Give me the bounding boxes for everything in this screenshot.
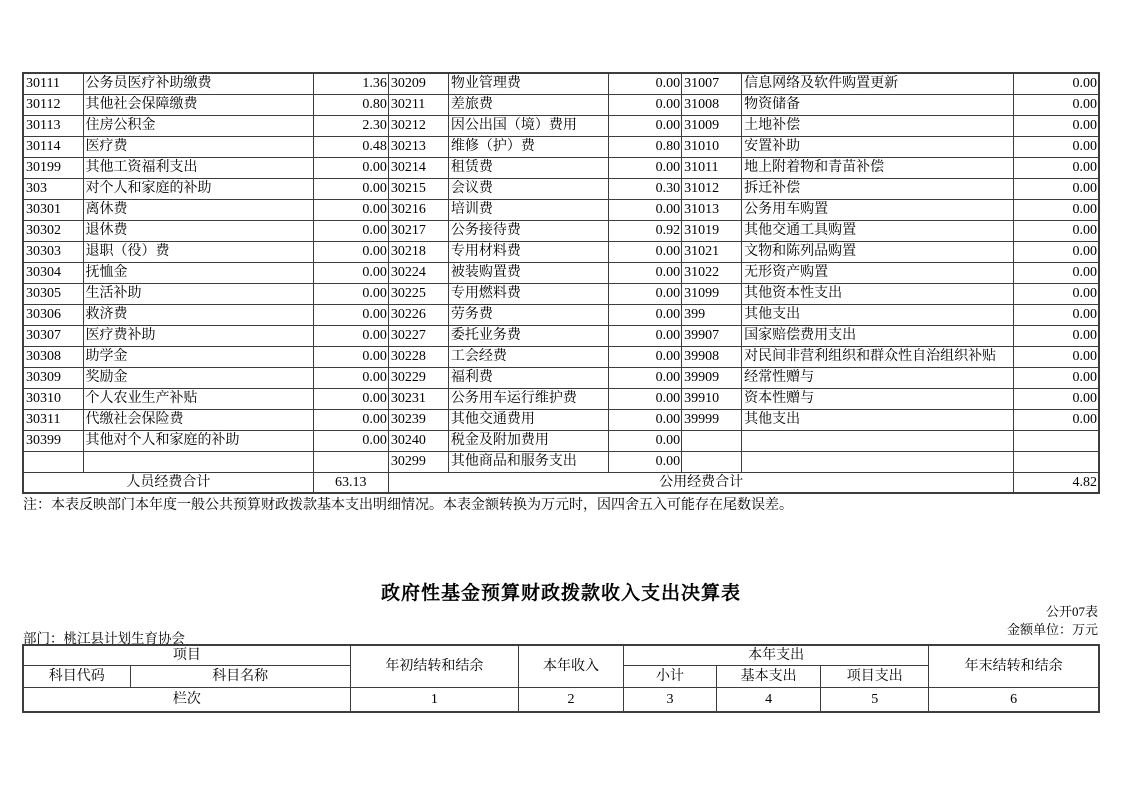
table-row <box>23 220 1099 241</box>
amount-cell: 0.00 <box>1014 178 1099 199</box>
subject-name-cell: 抚恤金 <box>83 262 313 283</box>
subject-name-cell: 差旅费 <box>448 94 608 115</box>
subject-name-cell: 因公出国（境）费用 <box>448 115 608 136</box>
amount-cell: 0.00 <box>609 367 682 388</box>
amount-cell: 0.00 <box>609 304 682 325</box>
basic-expenditure-table-wrap <box>22 72 1100 494</box>
subject-code-cell: 30227 <box>388 325 448 346</box>
personnel-total-value: 63.13 <box>313 472 388 493</box>
subject-code-cell: 303 <box>23 178 83 199</box>
amount-cell: 0.00 <box>313 388 388 409</box>
subject-name-cell: 被装购置费 <box>448 262 608 283</box>
subject-code-cell: 30111 <box>23 73 83 94</box>
amount-cell: 0.00 <box>609 115 682 136</box>
subject-code-cell: 30311 <box>23 409 83 430</box>
amount-cell: 0.00 <box>609 451 682 472</box>
subject-name-cell: 医疗费补助 <box>83 325 313 346</box>
amount-cell: 0.00 <box>1014 409 1099 430</box>
subject-name-cell: 公务员医疗补助缴费 <box>83 73 313 94</box>
subject-code-cell: 31021 <box>682 241 742 262</box>
subject-code-cell: 31012 <box>682 178 742 199</box>
amount-cell: 0.00 <box>1014 136 1099 157</box>
subject-code-cell: 30240 <box>388 430 448 451</box>
amount-cell: 0.00 <box>1014 115 1099 136</box>
amount-cell: 0.00 <box>1014 220 1099 241</box>
column-number-1: 1 <box>350 687 518 712</box>
subject-code-cell: 30213 <box>388 136 448 157</box>
begin-balance-header: 年初结转和结余 <box>350 645 518 687</box>
subject-code-cell: 30215 <box>388 178 448 199</box>
subject-name-cell: 住房公积金 <box>83 115 313 136</box>
subject-code-cell: 30310 <box>23 388 83 409</box>
subject-code-cell: 30229 <box>388 367 448 388</box>
subject-name-cell <box>742 451 1014 472</box>
subject-code-cell: 30231 <box>388 388 448 409</box>
subject-code-header: 科目代码 <box>23 665 130 687</box>
subject-code-cell: 30226 <box>388 304 448 325</box>
table-row <box>23 178 1099 199</box>
fund-table-title: 政府性基金预算财政拨款收入支出决算表 <box>380 583 741 604</box>
subject-code-cell: 31013 <box>682 199 742 220</box>
subject-code-cell: 31007 <box>682 73 742 94</box>
table-row <box>23 262 1099 283</box>
subject-name-cell: 国家赔偿费用支出 <box>742 325 1014 346</box>
subject-code-cell: 31099 <box>682 283 742 304</box>
amount-cell: 0.00 <box>609 94 682 115</box>
basic-expenditure-table <box>22 72 1100 494</box>
subject-code-cell: 30306 <box>23 304 83 325</box>
subject-code-cell: 30299 <box>388 451 448 472</box>
subject-name-cell: 个人农业生产补贴 <box>83 388 313 409</box>
subject-code-cell: 30209 <box>388 73 448 94</box>
subject-name-cell: 生活补助 <box>83 283 313 304</box>
subject-name-cell: 劳务费 <box>448 304 608 325</box>
subject-code-cell: 30113 <box>23 115 83 136</box>
table-row <box>23 367 1099 388</box>
public-total-value: 4.82 <box>1014 472 1099 493</box>
subject-name-cell: 助学金 <box>83 346 313 367</box>
column-number-2: 2 <box>518 687 623 712</box>
project-header: 项目 <box>23 645 350 665</box>
amount-cell: 0.00 <box>1014 367 1099 388</box>
amount-cell: 0.00 <box>609 262 682 283</box>
subject-code-cell: 30225 <box>388 283 448 304</box>
subject-code-cell: 30307 <box>23 325 83 346</box>
amount-cell: 0.00 <box>313 241 388 262</box>
amount-cell: 0.00 <box>1014 157 1099 178</box>
subject-code-cell: 30303 <box>23 241 83 262</box>
table-row <box>23 136 1099 157</box>
fund-header-row-1 <box>23 645 1099 665</box>
subject-name-cell: 文物和陈列品购置 <box>742 241 1014 262</box>
subject-name-cell: 公务用车购置 <box>742 199 1014 220</box>
subject-name-cell: 信息网络及软件购置更新 <box>742 73 1014 94</box>
subject-name-cell: 退休费 <box>83 220 313 241</box>
subject-code-cell: 30305 <box>23 283 83 304</box>
subject-code-cell: 39907 <box>682 325 742 346</box>
public-total-label: 公用经费合计 <box>388 472 1014 493</box>
amount-cell: 2.30 <box>313 115 388 136</box>
table-row <box>23 157 1099 178</box>
subject-name-cell <box>742 430 1014 451</box>
subject-name-cell: 福利费 <box>448 367 608 388</box>
amount-cell: 0.00 <box>609 346 682 367</box>
subject-name-cell: 其他交通费用 <box>448 409 608 430</box>
table-code-label: 公开07表 <box>1045 604 1098 619</box>
table-row <box>23 94 1099 115</box>
amount-cell: 0.00 <box>1014 388 1099 409</box>
subject-name-cell: 其他社会保障缴费 <box>83 94 313 115</box>
subject-code-cell: 30112 <box>23 94 83 115</box>
subject-code-cell: 30228 <box>388 346 448 367</box>
subject-code-cell: 30212 <box>388 115 448 136</box>
amount-cell: 0.00 <box>313 199 388 220</box>
column-row-label: 栏次 <box>23 687 350 712</box>
amount-cell: 0.00 <box>313 409 388 430</box>
project-expenditure-header: 项目支出 <box>821 665 929 687</box>
subject-code-cell: 30304 <box>23 262 83 283</box>
amount-cell: 0.00 <box>609 73 682 94</box>
subject-name-cell: 其他对个人和家庭的补助 <box>83 430 313 451</box>
subject-name-cell: 地上附着物和青苗补偿 <box>742 157 1014 178</box>
amount-cell: 0.00 <box>609 388 682 409</box>
amount-cell: 0.80 <box>609 136 682 157</box>
table-row <box>23 346 1099 367</box>
subject-code-cell: 30218 <box>388 241 448 262</box>
table-row <box>23 430 1099 451</box>
table-row <box>23 199 1099 220</box>
subject-name-cell: 奖励金 <box>83 367 313 388</box>
subject-code-cell: 30308 <box>23 346 83 367</box>
column-number-4: 4 <box>717 687 821 712</box>
unit-label: 金额单位：万元 <box>1006 622 1098 637</box>
fund-table-wrap <box>22 644 1100 713</box>
subject-code-cell: 31011 <box>682 157 742 178</box>
amount-cell: 0.00 <box>1014 94 1099 115</box>
subject-name-cell: 其他支出 <box>742 304 1014 325</box>
subject-name-cell: 退职（役）费 <box>83 241 313 262</box>
subject-name-cell: 专用燃料费 <box>448 283 608 304</box>
amount-cell: 0.48 <box>313 136 388 157</box>
subject-code-cell: 30309 <box>23 367 83 388</box>
amount-cell: 0.00 <box>313 220 388 241</box>
amount-cell: 0.00 <box>313 325 388 346</box>
amount-cell: 0.00 <box>609 283 682 304</box>
subject-code-cell: 30301 <box>23 199 83 220</box>
subject-code-cell <box>682 451 742 472</box>
subject-name-cell: 安置补助 <box>742 136 1014 157</box>
subject-code-cell: 30239 <box>388 409 448 430</box>
subject-code-cell <box>23 451 83 472</box>
totals-row <box>23 472 1099 493</box>
subject-code-cell: 30217 <box>388 220 448 241</box>
subject-name-cell: 工会经费 <box>448 346 608 367</box>
subject-name-cell: 资本性赠与 <box>742 388 1014 409</box>
subject-code-cell: 31009 <box>682 115 742 136</box>
amount-cell: 1.36 <box>313 73 388 94</box>
amount-cell: 0.00 <box>609 199 682 220</box>
amount-cell: 0.92 <box>609 220 682 241</box>
table-row <box>23 283 1099 304</box>
year-expenditure-header: 本年支出 <box>624 645 929 665</box>
subject-name-cell <box>83 451 313 472</box>
subject-code-cell: 39999 <box>682 409 742 430</box>
subject-code-cell: 39909 <box>682 367 742 388</box>
subject-name-cell: 离休费 <box>83 199 313 220</box>
subject-code-cell: 30302 <box>23 220 83 241</box>
amount-cell: 0.00 <box>609 430 682 451</box>
subject-code-cell <box>682 430 742 451</box>
subject-code-cell: 31022 <box>682 262 742 283</box>
amount-cell: 0.00 <box>609 157 682 178</box>
subject-name-cell: 物业管理费 <box>448 73 608 94</box>
personnel-total-label: 人员经费合计 <box>23 472 313 493</box>
subject-name-cell: 税金及附加费用 <box>448 430 608 451</box>
subject-name-cell: 对个人和家庭的补助 <box>83 178 313 199</box>
amount-cell <box>1014 451 1099 472</box>
amount-cell: 0.00 <box>313 346 388 367</box>
subject-name-cell: 租赁费 <box>448 157 608 178</box>
amount-cell: 0.00 <box>1014 283 1099 304</box>
table-row <box>23 115 1099 136</box>
subject-code-cell: 30199 <box>23 157 83 178</box>
fund-table <box>22 644 1100 713</box>
table-row <box>23 451 1099 472</box>
subject-name-cell: 维修（护）费 <box>448 136 608 157</box>
subject-name-cell: 其他支出 <box>742 409 1014 430</box>
subject-name-cell: 其他工资福利支出 <box>83 157 313 178</box>
end-balance-header: 年末结转和结余 <box>929 645 1099 687</box>
subject-name-cell: 其他交通工具购置 <box>742 220 1014 241</box>
subject-code-cell: 31008 <box>682 94 742 115</box>
basic-expenditure-header: 基本支出 <box>717 665 821 687</box>
amount-cell: 0.00 <box>313 178 388 199</box>
table-row <box>23 388 1099 409</box>
subject-code-cell: 30224 <box>388 262 448 283</box>
amount-cell: 0.00 <box>1014 325 1099 346</box>
amount-cell: 0.00 <box>313 262 388 283</box>
amount-cell: 0.80 <box>313 94 388 115</box>
subject-name-cell: 代缴社会保险费 <box>83 409 313 430</box>
subject-code-cell: 31019 <box>682 220 742 241</box>
amount-cell: 0.00 <box>313 304 388 325</box>
amount-cell: 0.00 <box>609 409 682 430</box>
subject-name-cell: 公务接待费 <box>448 220 608 241</box>
subject-name-cell: 对民间非营利组织和群众性自治组织补贴 <box>742 346 1014 367</box>
amount-cell: 0.00 <box>1014 241 1099 262</box>
amount-cell: 0.00 <box>1014 304 1099 325</box>
subject-code-cell: 31010 <box>682 136 742 157</box>
amount-cell: 0.00 <box>1014 199 1099 220</box>
column-number-6: 6 <box>929 687 1099 712</box>
subject-name-cell: 无形资产购置 <box>742 262 1014 283</box>
subject-code-cell: 39910 <box>682 388 742 409</box>
amount-cell: 0.00 <box>1014 346 1099 367</box>
amount-cell: 0.00 <box>1014 262 1099 283</box>
subtotal-header: 小计 <box>624 665 717 687</box>
subject-name-cell: 物资储备 <box>742 94 1014 115</box>
table-row <box>23 73 1099 94</box>
subject-name-header: 科目名称 <box>130 665 350 687</box>
amount-cell: 0.00 <box>313 367 388 388</box>
subject-name-cell: 公务用车运行维护费 <box>448 388 608 409</box>
subject-name-cell: 专用材料费 <box>448 241 608 262</box>
amount-cell: 0.00 <box>313 157 388 178</box>
subject-name-cell: 土地补偿 <box>742 115 1014 136</box>
subject-name-cell: 其他资本性支出 <box>742 283 1014 304</box>
subject-name-cell: 其他商品和服务支出 <box>448 451 608 472</box>
subject-code-cell: 30214 <box>388 157 448 178</box>
subject-code-cell: 30114 <box>23 136 83 157</box>
year-income-header: 本年收入 <box>518 645 623 687</box>
subject-name-cell: 培训费 <box>448 199 608 220</box>
department-label: 部门：桃江县计划生育协会 <box>23 631 185 646</box>
amount-cell: 0.00 <box>313 430 388 451</box>
table-row <box>23 409 1099 430</box>
amount-cell <box>1014 430 1099 451</box>
subject-code-cell: 30399 <box>23 430 83 451</box>
amount-cell: 0.00 <box>313 283 388 304</box>
table-row <box>23 325 1099 346</box>
subject-code-cell: 39908 <box>682 346 742 367</box>
amount-cell <box>313 451 388 472</box>
fund-column-index-row <box>23 687 1099 712</box>
subject-name-cell: 拆迁补偿 <box>742 178 1014 199</box>
subject-code-cell: 399 <box>682 304 742 325</box>
subject-name-cell: 会议费 <box>448 178 608 199</box>
subject-name-cell: 经常性赠与 <box>742 367 1014 388</box>
table-row <box>23 241 1099 262</box>
subject-code-cell: 30216 <box>388 199 448 220</box>
subject-code-cell: 30211 <box>388 94 448 115</box>
table-note: 注：本表反映部门本年度一般公共预算财政拨款基本支出明细情况。本表金额转换为万元时，因四舍五入可能存在尾数误差。 <box>23 498 793 513</box>
amount-cell: 0.00 <box>609 325 682 346</box>
amount-cell: 0.30 <box>609 178 682 199</box>
subject-name-cell: 医疗费 <box>83 136 313 157</box>
table-row <box>23 304 1099 325</box>
column-number-3: 3 <box>624 687 717 712</box>
fund-table-meta <box>1007 603 1098 639</box>
amount-cell: 0.00 <box>609 241 682 262</box>
column-number-5: 5 <box>821 687 929 712</box>
amount-cell: 0.00 <box>1014 73 1099 94</box>
subject-name-cell: 委托业务费 <box>448 325 608 346</box>
subject-name-cell: 救济费 <box>83 304 313 325</box>
